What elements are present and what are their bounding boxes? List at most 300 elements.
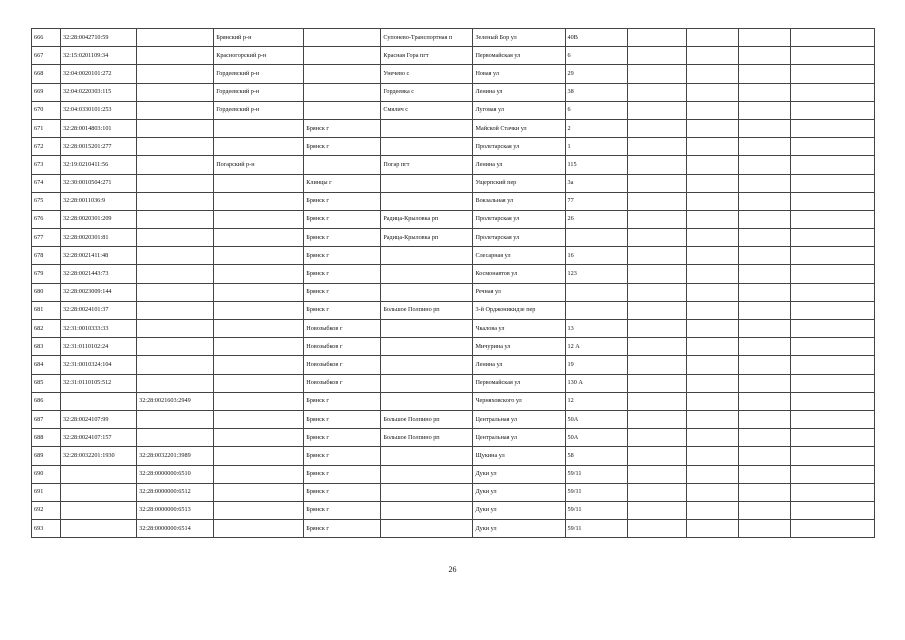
cell-extra-col-3	[738, 65, 790, 83]
cell-street: Ленина ул	[473, 83, 565, 101]
cell-cadastral-number-2: 32:28:0021603:2949	[137, 392, 214, 410]
cell-extra-col-2	[686, 283, 738, 301]
cell-extra-col-2	[686, 174, 738, 192]
cell-extra-col-1	[627, 301, 686, 319]
cell-cadastral-number-2	[137, 119, 214, 137]
cell-extra-col-2	[686, 320, 738, 338]
cell-settlement: Красная Гора пгт	[381, 47, 473, 65]
cell-extra-col-2	[686, 47, 738, 65]
cell-city: Новозыбков г	[304, 356, 381, 374]
cell-district	[214, 265, 304, 283]
table-row	[32, 101, 875, 119]
cell-settlement: Гордеевка с	[381, 83, 473, 101]
cell-extra-col-2	[686, 65, 738, 83]
cell-house-number: 38	[565, 83, 627, 101]
cell-house-number: 12	[565, 392, 627, 410]
cell-extra-col-1	[627, 47, 686, 65]
cell-house-number: 58	[565, 447, 627, 465]
cell-settlement: Унечево с	[381, 65, 473, 83]
cell-settlement: Погар пгт	[381, 156, 473, 174]
cell-street: Черняховского ул	[473, 392, 565, 410]
cell-house-number: 40В	[565, 29, 627, 47]
cell-extra-col-2	[686, 501, 738, 519]
cell-cadastral-number	[61, 483, 137, 501]
table-row	[32, 356, 875, 374]
cell-extra-col-4	[790, 47, 874, 65]
cell-city	[304, 65, 381, 83]
cell-settlement	[381, 392, 473, 410]
cell-extra-col-3	[738, 429, 790, 447]
cell-extra-col-3	[738, 356, 790, 374]
cell-district	[214, 465, 304, 483]
table-row	[32, 29, 875, 47]
cell-settlement	[381, 374, 473, 392]
cell-district	[214, 283, 304, 301]
cell-extra-col-1	[627, 29, 686, 47]
cell-extra-col-2	[686, 392, 738, 410]
cell-extra-col-1	[627, 520, 686, 538]
cell-cadastral-number: 32:30:0010504:271	[61, 174, 137, 192]
cell-city: Брянск г	[304, 210, 381, 228]
cell-house-number: 12 А	[565, 338, 627, 356]
cell-extra-col-2	[686, 520, 738, 538]
cell-district: Погарский р-н	[214, 156, 304, 174]
page-number: 26	[448, 565, 457, 574]
cell-house-number: 1	[565, 138, 627, 156]
cell-street: Пролетарская ул	[473, 229, 565, 247]
cell-extra-col-4	[790, 174, 874, 192]
cell-extra-col-3	[738, 83, 790, 101]
cell-extra-col-1	[627, 392, 686, 410]
cell-street: 3-й Орджоникидзе пер	[473, 301, 565, 319]
cell-settlement	[381, 174, 473, 192]
table-row	[32, 429, 875, 447]
cell-extra-col-4	[790, 83, 874, 101]
cell-extra-col-4	[790, 265, 874, 283]
cell-cadastral-number-2	[137, 283, 214, 301]
cell-cadastral-number-2	[137, 374, 214, 392]
cell-row-number: 673	[32, 156, 61, 174]
cell-settlement	[381, 119, 473, 137]
cell-row-number: 671	[32, 119, 61, 137]
cell-city	[304, 83, 381, 101]
cell-row-number: 692	[32, 501, 61, 519]
cell-cadastral-number-2	[137, 229, 214, 247]
cell-house-number: 29	[565, 65, 627, 83]
cell-street: Зеленый Бор ул	[473, 29, 565, 47]
cell-district: Гордеевский р-н	[214, 83, 304, 101]
cell-settlement	[381, 356, 473, 374]
cell-row-number: 677	[32, 229, 61, 247]
cell-house-number: 50А	[565, 429, 627, 447]
cell-cadastral-number-2	[137, 29, 214, 47]
cell-cadastral-number-2	[137, 429, 214, 447]
table-row	[32, 392, 875, 410]
cell-settlement	[381, 265, 473, 283]
cell-cadastral-number: 32:31:0110102:24	[61, 338, 137, 356]
cell-cadastral-number	[61, 392, 137, 410]
cell-extra-col-4	[790, 210, 874, 228]
cell-house-number: 26	[565, 210, 627, 228]
cell-street: Дуки ул	[473, 483, 565, 501]
cell-city: Брянск г	[304, 265, 381, 283]
cell-city: Брянск г	[304, 410, 381, 428]
cell-row-number: 683	[32, 338, 61, 356]
cell-city: Брянск г	[304, 465, 381, 483]
cell-extra-col-1	[627, 174, 686, 192]
cell-cadastral-number-2	[137, 338, 214, 356]
cell-cadastral-number-2	[137, 101, 214, 119]
cell-extra-col-2	[686, 447, 738, 465]
cell-row-number: 672	[32, 138, 61, 156]
cell-street: Ленина ул	[473, 356, 565, 374]
cell-extra-col-1	[627, 501, 686, 519]
cell-city: Брянск г	[304, 392, 381, 410]
cell-extra-col-4	[790, 156, 874, 174]
cell-extra-col-1	[627, 247, 686, 265]
cell-cadastral-number: 32:28:0014803:101	[61, 119, 137, 137]
cell-extra-col-1	[627, 138, 686, 156]
cell-district: Красногорский р-н	[214, 47, 304, 65]
cell-district	[214, 356, 304, 374]
cell-house-number: 6	[565, 47, 627, 65]
cell-row-number: 693	[32, 520, 61, 538]
cell-city: Брянск г	[304, 447, 381, 465]
cell-extra-col-1	[627, 192, 686, 210]
cell-house-number: 115	[565, 156, 627, 174]
cell-extra-col-4	[790, 410, 874, 428]
cell-house-number: 59/11	[565, 483, 627, 501]
cell-cadastral-number-2: 32:28:0000000:6510	[137, 465, 214, 483]
cell-house-number	[565, 229, 627, 247]
cell-extra-col-2	[686, 83, 738, 101]
cell-row-number: 681	[32, 301, 61, 319]
cell-house-number: 123	[565, 265, 627, 283]
cell-row-number: 688	[32, 429, 61, 447]
cell-city: Новозыбков г	[304, 320, 381, 338]
table-row	[32, 65, 875, 83]
cell-cadastral-number: 32:28:0021443:73	[61, 265, 137, 283]
cell-settlement	[381, 338, 473, 356]
cell-street: Первомайская ул	[473, 47, 565, 65]
cell-row-number: 675	[32, 192, 61, 210]
cell-cadastral-number-2	[137, 192, 214, 210]
cell-extra-col-3	[738, 174, 790, 192]
cell-house-number: 77	[565, 192, 627, 210]
table-row	[32, 301, 875, 319]
table-row	[32, 501, 875, 519]
cell-cadastral-number-2	[137, 210, 214, 228]
cell-cadastral-number	[61, 520, 137, 538]
cell-row-number: 666	[32, 29, 61, 47]
cell-cadastral-number-2	[137, 174, 214, 192]
cell-house-number: 16	[565, 247, 627, 265]
table-body	[32, 29, 875, 538]
cell-street: Центральная ул	[473, 410, 565, 428]
cell-district	[214, 138, 304, 156]
cell-extra-col-3	[738, 320, 790, 338]
cell-district	[214, 320, 304, 338]
cell-cadastral-number: 32:19:0210411:56	[61, 156, 137, 174]
cell-extra-col-3	[738, 374, 790, 392]
cell-extra-col-3	[738, 392, 790, 410]
cell-extra-col-4	[790, 65, 874, 83]
cell-house-number: 59/11	[565, 520, 627, 538]
cell-extra-col-2	[686, 101, 738, 119]
cell-extra-col-1	[627, 101, 686, 119]
cell-cadastral-number-2	[137, 247, 214, 265]
table-row	[32, 247, 875, 265]
cell-cadastral-number: 32:04:0220303:115	[61, 83, 137, 101]
cell-cadastral-number-2: 32:28:0000000:6513	[137, 501, 214, 519]
cell-extra-col-4	[790, 247, 874, 265]
cell-cadastral-number: 32:15:0201109:34	[61, 47, 137, 65]
cell-cadastral-number-2	[137, 301, 214, 319]
cell-district	[214, 119, 304, 137]
cell-house-number: 50А	[565, 410, 627, 428]
cell-row-number: 690	[32, 465, 61, 483]
cell-extra-col-4	[790, 356, 874, 374]
cell-row-number: 676	[32, 210, 61, 228]
cell-extra-col-4	[790, 501, 874, 519]
cell-district	[214, 520, 304, 538]
cell-extra-col-4	[790, 520, 874, 538]
cell-cadastral-number: 32:28:0024107:99	[61, 410, 137, 428]
cell-city: Брянск г	[304, 429, 381, 447]
cell-extra-col-4	[790, 374, 874, 392]
cell-row-number: 684	[32, 356, 61, 374]
table-row	[32, 210, 875, 228]
cell-extra-col-1	[627, 447, 686, 465]
cell-row-number: 691	[32, 483, 61, 501]
cell-extra-col-2	[686, 119, 738, 137]
cell-cadastral-number: 32:31:0010324:104	[61, 356, 137, 374]
cell-settlement: Супонево-Транспортная п	[381, 29, 473, 47]
cell-extra-col-1	[627, 156, 686, 174]
cell-settlement	[381, 465, 473, 483]
table-row	[32, 156, 875, 174]
cell-street: Первомайская ул	[473, 374, 565, 392]
cell-extra-col-3	[738, 29, 790, 47]
cell-extra-col-3	[738, 265, 790, 283]
cell-settlement	[381, 320, 473, 338]
cell-city: Брянск г	[304, 119, 381, 137]
cell-cadastral-number-2	[137, 156, 214, 174]
cell-district: Гордеевский р-н	[214, 65, 304, 83]
cell-extra-col-3	[738, 520, 790, 538]
cell-settlement	[381, 501, 473, 519]
cell-row-number: 689	[32, 447, 61, 465]
cell-street: Речная ул	[473, 283, 565, 301]
cell-cadastral-number: 32:28:0032201:1930	[61, 447, 137, 465]
cell-row-number: 686	[32, 392, 61, 410]
cell-cadastral-number-2	[137, 138, 214, 156]
cell-extra-col-3	[738, 410, 790, 428]
cell-cadastral-number-2	[137, 47, 214, 65]
cell-city: Брянск г	[304, 229, 381, 247]
cell-extra-col-1	[627, 229, 686, 247]
cell-settlement	[381, 138, 473, 156]
cell-cadastral-number-2: 32:28:0000000:6512	[137, 483, 214, 501]
cell-city: Новозыбков г	[304, 338, 381, 356]
cell-extra-col-1	[627, 83, 686, 101]
cell-settlement: Смялич с	[381, 101, 473, 119]
cell-row-number: 674	[32, 174, 61, 192]
cell-city: Брянск г	[304, 501, 381, 519]
cell-cadastral-number: 32:28:0020301:209	[61, 210, 137, 228]
cell-extra-col-3	[738, 501, 790, 519]
cell-city: Брянск г	[304, 520, 381, 538]
cell-extra-col-4	[790, 447, 874, 465]
cell-city: Клинцы г	[304, 174, 381, 192]
table-row	[32, 192, 875, 210]
cell-city: Брянск г	[304, 192, 381, 210]
cell-row-number: 682	[32, 320, 61, 338]
cell-extra-col-2	[686, 483, 738, 501]
cell-extra-col-3	[738, 301, 790, 319]
cell-house-number: 13	[565, 320, 627, 338]
table-row	[32, 265, 875, 283]
cell-extra-col-3	[738, 447, 790, 465]
cell-settlement	[381, 520, 473, 538]
cell-extra-col-3	[738, 483, 790, 501]
cell-street: Луговая ул	[473, 101, 565, 119]
cell-city: Брянск г	[304, 247, 381, 265]
cell-street: Ленина ул	[473, 156, 565, 174]
table-row	[32, 447, 875, 465]
table-row	[32, 174, 875, 192]
cell-cadastral-number-2	[137, 65, 214, 83]
cell-district	[214, 301, 304, 319]
cell-cadastral-number: 32:28:0024101:37	[61, 301, 137, 319]
cell-extra-col-1	[627, 119, 686, 137]
cell-cadastral-number: 32:28:0011036:9	[61, 192, 137, 210]
cell-extra-col-2	[686, 338, 738, 356]
cell-cadastral-number: 32:04:0330101:253	[61, 101, 137, 119]
cell-cadastral-number	[61, 501, 137, 519]
cell-row-number: 687	[32, 410, 61, 428]
cell-cadastral-number: 32:31:0110105:512	[61, 374, 137, 392]
cell-cadastral-number: 32:28:0042710:59	[61, 29, 137, 47]
cell-extra-col-4	[790, 483, 874, 501]
cell-extra-col-1	[627, 338, 686, 356]
cell-street: Центральная ул	[473, 429, 565, 447]
cell-extra-col-1	[627, 429, 686, 447]
cell-settlement	[381, 283, 473, 301]
table-row	[32, 47, 875, 65]
cell-cadastral-number: 32:28:0015201:277	[61, 138, 137, 156]
table-row	[32, 138, 875, 156]
cell-district	[214, 410, 304, 428]
cell-settlement	[381, 247, 473, 265]
cell-house-number: 2	[565, 119, 627, 137]
cell-street: Дуки ул	[473, 501, 565, 519]
cell-street: Космонавтов ул	[473, 265, 565, 283]
table-row	[32, 320, 875, 338]
cell-cadastral-number-2: 32:28:0032201:3989	[137, 447, 214, 465]
cell-row-number: 685	[32, 374, 61, 392]
table-row	[32, 520, 875, 538]
cell-extra-col-2	[686, 301, 738, 319]
table-row	[32, 338, 875, 356]
cell-extra-col-1	[627, 483, 686, 501]
cell-extra-col-4	[790, 192, 874, 210]
cell-district	[214, 247, 304, 265]
cell-district: Гордеевский р-н	[214, 101, 304, 119]
table-row	[32, 229, 875, 247]
cell-house-number: 130 А	[565, 374, 627, 392]
cell-street: Вокзальная ул	[473, 192, 565, 210]
cell-house-number	[565, 283, 627, 301]
cell-extra-col-3	[738, 47, 790, 65]
cell-city: Новозыбков г	[304, 374, 381, 392]
cell-extra-col-3	[738, 338, 790, 356]
cell-extra-col-4	[790, 138, 874, 156]
cell-cadastral-number: 32:28:0024107:157	[61, 429, 137, 447]
cell-cadastral-number: 32:28:0023009:144	[61, 283, 137, 301]
cell-street: Дуки ул	[473, 465, 565, 483]
cell-house-number: 3а	[565, 174, 627, 192]
cell-cadastral-number-2	[137, 410, 214, 428]
cell-extra-col-4	[790, 429, 874, 447]
cell-house-number: 59/11	[565, 465, 627, 483]
cell-extra-col-4	[790, 320, 874, 338]
table-row	[32, 83, 875, 101]
cell-row-number: 667	[32, 47, 61, 65]
cell-street: Пролетарская ул	[473, 138, 565, 156]
cell-extra-col-3	[738, 210, 790, 228]
cell-extra-col-3	[738, 192, 790, 210]
cell-row-number: 669	[32, 83, 61, 101]
cell-extra-col-2	[686, 192, 738, 210]
address-register-table	[31, 28, 875, 538]
cell-extra-col-1	[627, 265, 686, 283]
table-row	[32, 410, 875, 428]
cell-cadastral-number: 32:28:0021411:48	[61, 247, 137, 265]
cell-house-number: 19	[565, 356, 627, 374]
cell-cadastral-number-2	[137, 320, 214, 338]
cell-settlement: Большое Полпино рп	[381, 301, 473, 319]
cell-settlement	[381, 447, 473, 465]
cell-street: Дуки ул	[473, 520, 565, 538]
cell-extra-col-4	[790, 29, 874, 47]
cell-extra-col-3	[738, 138, 790, 156]
cell-street: Чкалова ул	[473, 320, 565, 338]
cell-cadastral-number: 32:04:0020101:272	[61, 65, 137, 83]
cell-city	[304, 29, 381, 47]
cell-settlement: Радица-Крыловка рп	[381, 229, 473, 247]
cell-extra-col-3	[738, 283, 790, 301]
cell-extra-col-4	[790, 101, 874, 119]
cell-extra-col-2	[686, 410, 738, 428]
cell-extra-col-2	[686, 210, 738, 228]
cell-extra-col-1	[627, 283, 686, 301]
cell-city: Брянск г	[304, 283, 381, 301]
cell-extra-col-4	[790, 229, 874, 247]
cell-extra-col-3	[738, 101, 790, 119]
cell-district	[214, 210, 304, 228]
cell-extra-col-2	[686, 374, 738, 392]
cell-cadastral-number-2	[137, 83, 214, 101]
cell-extra-col-3	[738, 247, 790, 265]
cell-settlement: Большое Полпино рп	[381, 429, 473, 447]
table-row	[32, 374, 875, 392]
cell-district	[214, 229, 304, 247]
cell-extra-col-1	[627, 465, 686, 483]
cell-house-number: 59/11	[565, 501, 627, 519]
cell-street: Ущерпский пер	[473, 174, 565, 192]
cell-extra-col-4	[790, 392, 874, 410]
